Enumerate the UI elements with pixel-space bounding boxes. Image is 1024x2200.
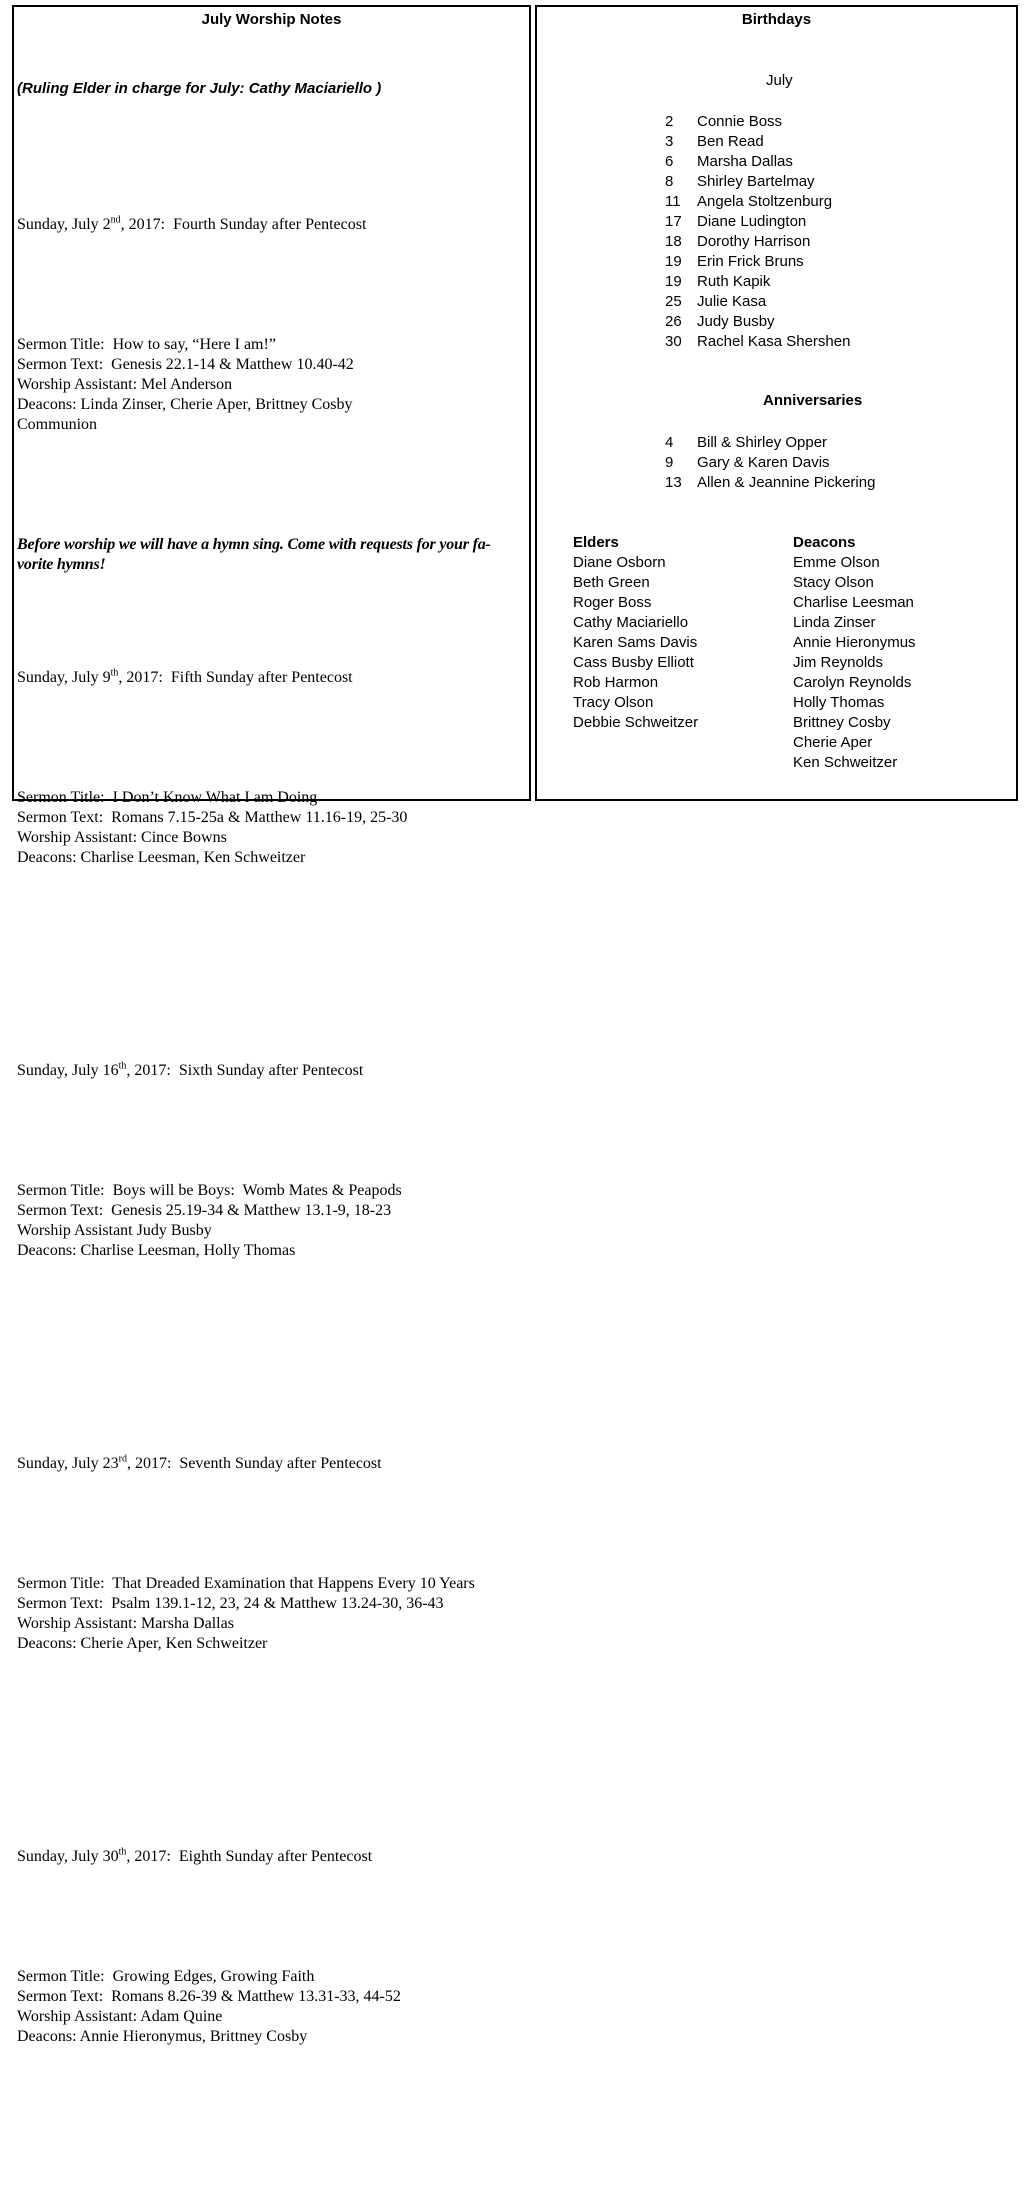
- service-note-lines: [17, 1694, 524, 1754]
- elder-name: Karen Sams Davis: [573, 634, 698, 651]
- service-detail-line: Worship Assistant: Marsha Dallas: [17, 1615, 234, 1632]
- anniversary-name: Bill & Shirley Opper: [697, 434, 828, 451]
- service-date-suffix: , 2017: Eighth Sunday after Pentecost: [126, 1848, 373, 1865]
- service-date: [17, 1847, 524, 1867]
- service-detail-line: Deacons: Cherie Aper, Ken Schweitzer: [17, 1635, 268, 1652]
- birthday-name: Julie Kasa: [697, 293, 767, 310]
- deacons-column: [793, 533, 916, 773]
- service-block: [17, 1807, 524, 2187]
- birthday-name: Angela Stoltzenburg: [697, 193, 833, 210]
- birthday-row: [537, 212, 1016, 232]
- service-date-suffix: , 2017: Seventh Sunday after Pentecost: [126, 1455, 382, 1472]
- service-detail-line: Deacons: Annie Hieronymus, Brittney Cosby: [17, 2028, 308, 2045]
- deacon-name: Brittney Cosby: [793, 714, 891, 731]
- elder-name: Diane Osborn: [573, 554, 666, 571]
- service-note-lines: [17, 2087, 524, 2147]
- birthday-row: [537, 272, 1016, 292]
- birthday-day: 11: [665, 193, 681, 210]
- anniversary-name: Allen & Jeannine Pickering: [697, 474, 876, 491]
- service-date: [17, 215, 524, 235]
- service-date-prefix: Sunday, July 16: [17, 1062, 119, 1079]
- service-list: [17, 115, 524, 2200]
- service-detail-line: Deacons: Charlise Leesman, Holly Thomas: [17, 1242, 296, 1259]
- anniversary-day: 13: [665, 474, 682, 491]
- deacon-name: Stacy Olson: [793, 574, 874, 591]
- anniversary-day: 9: [665, 454, 674, 471]
- birthday-list: [537, 112, 1016, 352]
- elder-name: Debbie Schweitzer: [573, 714, 699, 731]
- service-date-prefix: Sunday, July 9: [17, 669, 111, 686]
- service-date-prefix: Sunday, July 2: [17, 216, 111, 233]
- service-detail-line: Sermon Title: How to say, “Here I am!”: [17, 336, 276, 353]
- service-note-lines: [17, 475, 524, 575]
- service-detail-line: Sermon Text: Genesis 22.1-14 & Matthew 10.40-42: [17, 356, 354, 373]
- elder-name: Beth Green: [573, 574, 650, 591]
- service-date-ordinal: th: [118, 1846, 127, 1858]
- service-date-ordinal: rd: [118, 1453, 127, 1465]
- birthday-name: Rachel Kasa Shershen: [697, 333, 851, 350]
- deacon-name: Cherie Aper: [793, 734, 873, 751]
- birthday-day: 25: [665, 293, 682, 310]
- birthday-day: 26: [665, 313, 682, 330]
- service-detail-line: Worship Assistant: Mel Anderson: [17, 376, 233, 393]
- deacon-name: Linda Zinser: [793, 614, 876, 631]
- anniversary-list: [537, 433, 1016, 493]
- anniversary-row: [537, 433, 1016, 453]
- service-detail-lines: [17, 1514, 524, 1654]
- birthday-row: [537, 132, 1016, 152]
- service-detail-line: Sermon Title: I Don’t Know What I am Doing: [17, 789, 318, 806]
- birthday-day: 3: [665, 133, 674, 150]
- birthday-name: Ruth Kapik: [697, 273, 771, 290]
- service-date-ordinal: nd: [110, 214, 121, 226]
- deacon-name: Ken Schweitzer: [793, 754, 898, 771]
- birthday-day: 8: [665, 173, 674, 190]
- birthday-row: [537, 252, 1016, 272]
- service-date-ordinal: th: [110, 667, 119, 679]
- service-detail-line: Sermon Title: Boys will be Boys: Womb Mates & Peapods: [17, 1182, 402, 1199]
- service-detail-line: Sermon Text: Romans 8.26-39 & Matthew 13.31-33, 44-52: [17, 1988, 401, 2005]
- birthday-row: [537, 232, 1016, 252]
- deacon-name: Charlise Leesman: [793, 594, 914, 611]
- birthday-day: 19: [665, 253, 682, 270]
- deacon-name: Jim Reynolds: [793, 654, 884, 671]
- service-detail-lines: [17, 275, 524, 435]
- birthday-name: Ben Read: [697, 133, 764, 150]
- service-block: [17, 1414, 524, 1794]
- birthday-row: [537, 192, 1016, 212]
- birthday-name: Connie Boss: [697, 113, 783, 130]
- anniversary-name: Gary & Karen Davis: [697, 454, 830, 471]
- deacon-name: Annie Hieronymus: [793, 634, 916, 651]
- birthday-row: [537, 332, 1016, 352]
- birthday-day: 6: [665, 153, 674, 170]
- elders-list: [573, 553, 698, 733]
- anniversary-row: [537, 473, 1016, 493]
- elder-name: Cathy Maciariello: [573, 614, 689, 631]
- birthdays-panel: [535, 5, 1018, 801]
- birthday-day: 2: [665, 113, 674, 130]
- birthday-name: Erin Frick Bruns: [697, 253, 804, 270]
- service-detail-line: Worship Assistant: Adam Quine: [17, 2008, 223, 2025]
- deacon-name: Holly Thomas: [793, 694, 885, 711]
- service-date-suffix: , 2017: Fifth Sunday after Pentecost: [118, 669, 353, 686]
- elder-name: Cass Busby Elliott: [573, 654, 694, 671]
- service-date-ordinal: th: [118, 1060, 127, 1072]
- birthday-day: 17: [665, 213, 682, 230]
- month-label: July: [766, 72, 793, 89]
- service-detail-line: Worship Assistant: Cince Bowns: [17, 829, 227, 846]
- birthday-name: Diane Ludington: [697, 213, 807, 230]
- deacon-name: Carolyn Reynolds: [793, 674, 912, 691]
- birthday-name: Judy Busby: [697, 313, 775, 330]
- service-detail-line: Sermon Title: That Dreaded Examination that Happens Every 10 Years: [17, 1575, 475, 1592]
- service-date-suffix: , 2017: Fourth Sunday after Pentecost: [120, 216, 367, 233]
- service-date: [17, 1454, 524, 1474]
- hymn-note-line: Before worship we will have a hymn sing. Come with requests for your fa-: [17, 536, 491, 553]
- elder-name: Roger Boss: [573, 594, 652, 611]
- service-date-prefix: Sunday, July 30: [17, 1848, 119, 1865]
- birthday-row: [537, 152, 1016, 172]
- service-detail-line: Communion: [17, 416, 98, 433]
- service-detail-line: Sermon Text: Psalm 139.1-12, 23, 24 & Matthew 13.24-30, 36-43: [17, 1595, 444, 1612]
- elder-name: Rob Harmon: [573, 674, 659, 691]
- service-detail-lines: [17, 1121, 524, 1261]
- elders-column: [573, 533, 698, 733]
- birthday-name: Marsha Dallas: [697, 153, 793, 170]
- elders-title: Elders: [573, 534, 619, 551]
- service-note-lines: [17, 908, 524, 968]
- service-date: [17, 668, 524, 688]
- worship-notes-panel: [12, 5, 531, 2045]
- hymn-note-line: vorite hymns!: [17, 556, 106, 573]
- birthday-name: Dorothy Harrison: [697, 233, 811, 250]
- anniversary-day: 4: [665, 434, 674, 451]
- worship-notes-title: July Worship Notes: [201, 11, 342, 28]
- service-detail-line: Sermon Text: Genesis 25.19-34 & Matthew 13.1-9, 18-23: [17, 1202, 392, 1219]
- service-date: [17, 1061, 524, 1081]
- birthday-day: 19: [665, 273, 682, 290]
- service-block: [17, 175, 524, 615]
- birthday-name: Shirley Bartelmay: [697, 173, 815, 190]
- service-date-suffix: , 2017: Sixth Sunday after Pentecost: [126, 1062, 364, 1079]
- birthday-day: 30: [665, 333, 682, 350]
- ruling-elder-note: (Ruling Elder in charge for July: Cathy Maciariello ): [17, 80, 382, 97]
- birthday-row: [537, 112, 1016, 132]
- birthdays-title: Birthdays: [741, 11, 812, 28]
- service-detail-line: Worship Assistant Judy Busby: [17, 1222, 212, 1239]
- deacons-list: [793, 553, 916, 773]
- service-detail-line: Deacons: Charlise Leesman, Ken Schweitzer: [17, 849, 306, 866]
- service-detail-line: Sermon Title: Growing Edges, Growing Faith: [17, 1968, 315, 1985]
- service-block: [17, 1021, 524, 1401]
- service-note-lines: [17, 1301, 524, 1361]
- service-detail-line: Sermon Text: Romans 7.15-25a & Matthew 11.16-19, 25-30: [17, 809, 408, 826]
- service-detail-line: Deacons: Linda Zinser, Cherie Aper, Brittney Cosby: [17, 396, 353, 413]
- birthday-row: [537, 312, 1016, 332]
- anniversary-row: [537, 453, 1016, 473]
- service-block: [17, 628, 524, 1008]
- birthday-row: [537, 292, 1016, 312]
- service-date-prefix: Sunday, July 23: [17, 1455, 119, 1472]
- birthday-day: 18: [665, 233, 682, 250]
- deacons-title: Deacons: [793, 534, 856, 551]
- anniversaries-title: Anniversaries: [763, 392, 863, 409]
- elder-name: Tracy Olson: [573, 694, 654, 711]
- birthday-row: [537, 172, 1016, 192]
- service-detail-lines: [17, 728, 524, 868]
- service-detail-lines: [17, 1907, 524, 2047]
- deacon-name: Emme Olson: [793, 554, 880, 571]
